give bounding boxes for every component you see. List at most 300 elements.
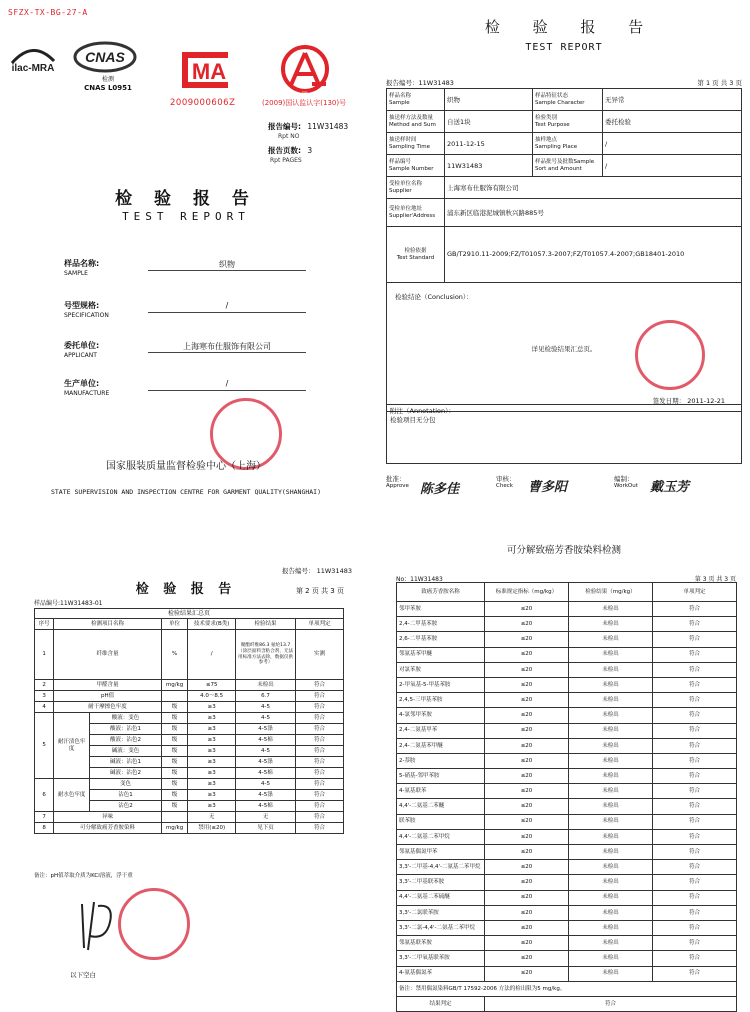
table-row [397, 890, 737, 905]
table-cell: 级 [161, 713, 187, 724]
end-of-page-note: 以下空白 [70, 971, 96, 979]
standard-value: GB/T2910.11-2009;FZ/T01057.3-2007;FZ/T01057.4-2007;GB18401-2010 [445, 227, 742, 283]
table-cell: 符合 [653, 905, 737, 920]
table-cell: ≤20 [485, 602, 569, 617]
table-cell: 级 [161, 790, 187, 801]
report-number: 报告编号： 11W31483 [282, 567, 352, 575]
table-cell: 符合 [653, 647, 737, 662]
pages-en: Rpt PAGES [270, 157, 302, 164]
table-cell: ≤20 [485, 829, 569, 844]
table-cell: 级 [161, 757, 187, 768]
handwritten-mark [70, 896, 130, 956]
table-cell: 符合 [653, 602, 737, 617]
field-underline [148, 312, 306, 313]
table-row [397, 769, 737, 784]
conclusion-text: 详见检验结果汇总页。 [531, 345, 597, 353]
text-segment: 受检单位名称 [389, 180, 423, 187]
table-cell: 未检出 [569, 723, 653, 738]
table-row [397, 799, 737, 814]
text-segment: 样品批号及批数Sample [535, 158, 595, 165]
info-value: 委托检验 [603, 111, 742, 133]
column-header: 致癌芳香胺名称 [397, 583, 485, 602]
table-cell: 未检出 [569, 738, 653, 753]
table-cell: 符合 [653, 951, 737, 966]
table-cell: 6.7 [236, 691, 296, 702]
approve-signature [386, 474, 409, 489]
table-row [397, 920, 737, 935]
text-segment: WorkOut [614, 483, 638, 489]
aromatic-amine-test-page [378, 530, 750, 1007]
table-cell: 3,3'-二氯-4,4'-二氨基二苯甲烷 [397, 920, 485, 935]
table-cell: 符合 [653, 799, 737, 814]
table-cell: ≤20 [485, 875, 569, 890]
table-row [397, 814, 737, 829]
cover-pages [268, 146, 368, 166]
table-cell: pH值 [54, 691, 162, 702]
info-label [387, 155, 445, 177]
ilac-logo-text: ilac-MRA [11, 63, 55, 74]
table-cell: ≥3 [188, 757, 236, 768]
table-cell: 符合 [295, 790, 343, 801]
table-header-row [35, 619, 344, 630]
info-value: 自送1块 [445, 111, 533, 133]
table-cell: 2 [35, 680, 54, 691]
info-value: 2011-12-15 [445, 133, 533, 155]
text-segment: 检验类别 [535, 114, 558, 121]
table-cell: 3,3'-二甲氧基联苯胺 [397, 951, 485, 966]
result-summary-page [0, 552, 372, 1000]
text-segment: Sample Number [389, 165, 434, 172]
table-cell: 符合 [295, 768, 343, 779]
report-number: 报告编号：11W31483 [386, 79, 454, 87]
text-segment: 检验依据 [404, 247, 427, 254]
summary-note: 备注：pH值萃取介质为KCl溶液，浮干重 [34, 873, 133, 879]
table-cell: 3,3'-二甲基-4,4'-二氨基二苯甲烷 [397, 860, 485, 875]
check-handwritten-signature: 曹多阳 [528, 480, 568, 495]
table-cell: 2,4-二甲基苯胺 [397, 617, 485, 632]
table-cell: 2,4-二氨基苯甲醚 [397, 738, 485, 753]
table-row [35, 680, 344, 691]
table-cell: 未检出 [569, 617, 653, 632]
table-cell: ≥3 [188, 735, 236, 746]
annotation-label: 附注（Annotation）： [390, 407, 455, 415]
table-cell: 符合 [653, 632, 737, 647]
table-cell: 变色 [90, 779, 162, 790]
field-manufacture-label: 生产单位: [64, 379, 100, 388]
table-row [397, 875, 737, 890]
info-row [387, 89, 742, 111]
info-label [387, 133, 445, 155]
table-cell: ≤20 [485, 860, 569, 875]
text-segment: 受检单位地址 [389, 205, 423, 212]
table-cell: ≤20 [485, 845, 569, 860]
table-cell: 禁用(≤20) [188, 823, 236, 834]
table-cell: 4-氨基偶氮苯 [397, 966, 485, 981]
table-cell: 4-氯邻甲苯胺 [397, 708, 485, 723]
amine-note: 备注：禁用偶氮染料GB/T 17592-2006 方法的检出限为5 mg/kg。 [397, 981, 737, 996]
text-segment: 批准： [386, 475, 406, 483]
table-cell: ≤20 [485, 814, 569, 829]
table-cell: ≥3 [188, 713, 236, 724]
report-cover-page [0, 0, 372, 520]
table-cell: 符合 [653, 677, 737, 692]
table-cell: 符合 [295, 779, 343, 790]
table-cell: 碱液：变色 [90, 746, 162, 757]
field-applicant-label: 委托单位: [64, 341, 100, 350]
text-segment: 抽送样方法及数量 [389, 114, 434, 121]
cover-title: 检 验 报 告 [115, 189, 257, 209]
field-sample [60, 258, 320, 286]
table-cell: 2-萘胺 [397, 753, 485, 768]
table-cell: 未检出 [569, 829, 653, 844]
table-cell: 未检出 [569, 647, 653, 662]
cnas-label: 检测 [101, 76, 114, 83]
table-cell: ≤20 [485, 951, 569, 966]
text-segment: 样品特征状态 [535, 92, 569, 99]
table-cell: 无 [236, 812, 296, 823]
field-specification [60, 300, 320, 328]
table-cell: 4-5涤 [236, 757, 296, 768]
table-row [35, 630, 344, 680]
table-cell: 酸液：变色 [90, 713, 162, 724]
column-header: 单项判定 [295, 619, 343, 630]
table-cell: 4,4'-二氨基二苯硫醚 [397, 890, 485, 905]
table-cell: 4-5 [236, 702, 296, 713]
table-cell: 4-5涤 [236, 790, 296, 801]
sample-number: 样品编号:11W31483-01 [34, 600, 103, 607]
summary-title: 检 验 报 告 [135, 582, 237, 597]
field-manufacture [60, 378, 320, 406]
table-cell: 未检出 [569, 814, 653, 829]
column-header: 标准规定指标（mg/kg） [485, 583, 569, 602]
report-no-en: Rpt NO [278, 133, 300, 140]
table-cell: 符合 [295, 823, 343, 834]
table-cell: ≤20 [485, 905, 569, 920]
table-cell: 4-5 [236, 713, 296, 724]
result: 聚酯纤维86.3 氨纶13.7（涂层面料含粘合剂，无法用标准方法去除，数据仅供参考） [236, 630, 296, 680]
field-spec-label: 号型规格: [64, 301, 100, 310]
table-cell: 4-5棉 [236, 801, 296, 812]
text-segment: 抽样地点 [535, 136, 558, 143]
table-cell: ≤20 [485, 708, 569, 723]
table-cell: 未检出 [569, 875, 653, 890]
table-row [35, 691, 344, 702]
text-segment: Approve [386, 483, 409, 489]
standard-row [387, 227, 742, 283]
table-cell: ≥3 [188, 790, 236, 801]
table-cell: 8 [35, 823, 54, 834]
field-underline [148, 390, 306, 391]
conclusion-label: 检验结论（Conclusion）： [395, 293, 473, 301]
table-cell: 邻氨基苯甲醚 [397, 647, 485, 662]
table-cell: 符合 [295, 691, 343, 702]
table-cell: 未检出 [569, 708, 653, 723]
table-cell: ≤20 [485, 677, 569, 692]
table-row [35, 779, 344, 790]
field-manufacture-value: / [225, 379, 229, 388]
info-label [533, 155, 603, 177]
table-row [397, 951, 737, 966]
table-cell: 符合 [295, 801, 343, 812]
table-cell: ≤20 [485, 799, 569, 814]
table-cell: 6 [35, 779, 54, 812]
table-cell: 未检出 [569, 662, 653, 677]
supplier-value: 上海寒布仕服饰有限公司 [445, 177, 742, 199]
table-cell: 3 [35, 691, 54, 702]
table-cell: 符合 [295, 746, 343, 757]
text-segment: Sampling Time [389, 143, 430, 150]
table-cell: 4-5棉 [236, 735, 296, 746]
table-caption: 检验结果汇总页 [35, 609, 344, 619]
field-spec-value: / [225, 301, 229, 310]
table-cell: 未检出 [569, 860, 653, 875]
table-cell: 沾色2 [90, 801, 162, 812]
table-row [35, 702, 344, 713]
text-segment: 编制： [614, 475, 634, 483]
table-cell: 碱液：沾色1 [90, 757, 162, 768]
report-no-label: 报告编号: [268, 122, 301, 131]
pages-value: 3 [307, 146, 313, 155]
info-label [533, 89, 603, 111]
table-cell: 级 [161, 746, 187, 757]
table-row [397, 966, 737, 981]
text-segment: Test Purpose [535, 121, 570, 128]
table-cell: 符合 [295, 702, 343, 713]
field-sample-label-en: SAMPLE [64, 270, 88, 277]
field-applicant-label-en: APPLICANT [64, 352, 97, 359]
report-info-page [378, 0, 750, 520]
table-cell: ≤20 [485, 890, 569, 905]
overall-row [397, 996, 737, 1011]
table-cell: ≤20 [485, 784, 569, 799]
table-cell: ≤20 [485, 920, 569, 935]
table-cell: 2,6-二甲基苯胺 [397, 632, 485, 647]
table-cell: 未检出 [569, 905, 653, 920]
approve-handwritten-signature: 陈多佳 [420, 482, 460, 497]
table-row [397, 936, 737, 951]
supplier-row [387, 177, 742, 199]
report-header-line [386, 78, 742, 87]
issuing-organization-en: STATE SUPERVISION AND INSPECTION CENTRE FOR GARMENT QUALITY(SHANGHAI) [50, 488, 322, 496]
text-segment: Sampling Place [535, 143, 578, 150]
judgement: 实测 [295, 630, 343, 680]
text-segment: Sample [389, 99, 410, 106]
table-cell: 未检出 [569, 753, 653, 768]
table-cell: 7 [35, 812, 54, 823]
text-segment: Check [496, 483, 513, 489]
table-cell: 符合 [653, 708, 737, 723]
table-cell: 见下页 [236, 823, 296, 834]
table-cell: 3,3'-二甲基联苯胺 [397, 875, 485, 890]
table-cell: 符合 [653, 814, 737, 829]
column-header: 单位 [161, 619, 187, 630]
table-cell: 邻氨基联苯胺 [397, 936, 485, 951]
table-cell: 符合 [653, 920, 737, 935]
table-cell: 符合 [653, 936, 737, 951]
info-label [387, 111, 445, 133]
cnas-number: CNAS L0951 [84, 84, 132, 92]
table-cell: 符合 [653, 966, 737, 981]
table-cell [161, 812, 187, 823]
table-cell: 耐干摩擦色牢度 [54, 702, 162, 713]
table-cell: ≤20 [485, 936, 569, 951]
table-cell: 未检出 [569, 966, 653, 981]
table-cell: ≤20 [485, 769, 569, 784]
column-header: 单项判定 [653, 583, 737, 602]
table-cell: 符合 [295, 757, 343, 768]
table-cell: 对氯苯胺 [397, 662, 485, 677]
table-caption-row [35, 609, 344, 619]
amine-title: 可分解致癌芳香胺染料检测 [506, 545, 621, 556]
table-cell: 邻氨基偶氮甲苯 [397, 845, 485, 860]
table-cell: 未检出 [569, 936, 653, 951]
text-segment: Test Standard [396, 254, 435, 261]
field-spec-label-en: SPECIFICATION [64, 312, 109, 319]
text-segment: 样品编号 [389, 158, 412, 165]
table-cell: ≥3 [188, 801, 236, 812]
table-cell: mg/kg [161, 680, 187, 691]
info-value: / [603, 155, 742, 177]
table-cell: 符合 [653, 662, 737, 677]
table-cell: 级 [161, 779, 187, 790]
table-cell: ≤20 [485, 693, 569, 708]
table-cell: 符合 [295, 724, 343, 735]
item-name: 纤维含量 [54, 630, 162, 680]
page-indicator: 第 1 页 共 3 页 [697, 79, 742, 87]
row-number: 1 [35, 630, 54, 680]
table-cell: 符合 [653, 845, 737, 860]
text-segment: 抽送样时间 [389, 136, 417, 143]
form-code: SFZX-TX-BG-27-A [8, 8, 88, 17]
table-cell: 4-氨基联苯 [397, 784, 485, 799]
column-header: 检验结果（mg/kg） [569, 583, 653, 602]
report-title: 检 验 报 告 [484, 18, 658, 36]
report-no-value: 11W31483 [307, 122, 349, 131]
table-cell: ≥3 [188, 702, 236, 713]
table-cell: ≥3 [188, 779, 236, 790]
table-cell: 符合 [653, 829, 737, 844]
table-cell: 未检出 [569, 632, 653, 647]
table-cell: 联苯胺 [397, 814, 485, 829]
text-segment: Supplier [389, 187, 412, 194]
table-cell [161, 691, 187, 702]
table-row [397, 632, 737, 647]
table-cell: 符合 [653, 769, 737, 784]
annotation-text: 检验项目无分包 [390, 416, 436, 424]
info-label [387, 177, 445, 199]
field-underline [148, 352, 306, 353]
cnas-logo-text: CNAS [85, 49, 125, 65]
column-header: 序号 [35, 619, 54, 630]
table-cell: 未检出 [569, 677, 653, 692]
table-row [397, 647, 737, 662]
table-cell: 未检出 [569, 799, 653, 814]
table-row [397, 693, 737, 708]
table-cell: 级 [161, 724, 187, 735]
table-cell: 4,4'-二氨基二苯甲烷 [397, 829, 485, 844]
report-subtitle: TEST REPORT [525, 42, 603, 53]
cma-logo [172, 48, 238, 92]
table-cell: 5 [35, 713, 54, 779]
report-number: No：11W31483 [396, 576, 443, 583]
text-segment: Method and Sum [389, 121, 436, 128]
compile-signature [614, 474, 638, 489]
table-cell: 耐汗渍色牢度 [54, 713, 90, 779]
column-header: 检测项目名称 [54, 619, 162, 630]
info-row [387, 133, 742, 155]
table-cell: ≤20 [485, 617, 569, 632]
table-cell: 未检出 [569, 769, 653, 784]
table-cell: 符合 [653, 875, 737, 890]
table-cell: 2,4-二氨基甲苯 [397, 723, 485, 738]
table-cell: ≤20 [485, 632, 569, 647]
official-seal-stamp [635, 320, 705, 390]
cover-report-no [268, 122, 368, 142]
table-cell: 符合 [653, 890, 737, 905]
table-row [397, 784, 737, 799]
table-row [35, 713, 344, 724]
table-cell: ≤20 [485, 966, 569, 981]
info-label [387, 199, 445, 227]
table-cell: 符合 [653, 738, 737, 753]
table-cell: 符合 [653, 860, 737, 875]
table-cell: 酸液：沾色1 [90, 724, 162, 735]
issue-date: 签发日期： 2011-12-21 [652, 397, 725, 405]
table-cell: 符合 [653, 617, 737, 632]
table-cell: 级 [161, 735, 187, 746]
table-cell: 酸液：沾色2 [90, 735, 162, 746]
summary-table [34, 608, 344, 834]
table-row [397, 829, 737, 844]
field-manufacture-label-en: MANUFACTURE [64, 390, 110, 397]
table-cell: ≥3 [188, 724, 236, 735]
table-cell: 符合 [653, 693, 737, 708]
page-indicator: 第 2 页 共 3 页 [295, 587, 344, 595]
table-cell: 未检出 [569, 784, 653, 799]
table-row [397, 845, 737, 860]
table-cell: 符合 [295, 812, 343, 823]
info-value: 无异常 [603, 89, 742, 111]
table-cell: 4 [35, 702, 54, 713]
table-cell: 级 [161, 768, 187, 779]
annotation-box [386, 404, 742, 464]
table-row [397, 860, 737, 875]
conclusion-box [386, 280, 742, 412]
table-cell: 异味 [54, 812, 162, 823]
address-row [387, 199, 742, 227]
table-cell: 级 [161, 801, 187, 812]
table-cell: 未检出 [569, 890, 653, 905]
table-header-row [397, 583, 737, 602]
field-applicant [60, 340, 320, 368]
table-row [397, 677, 737, 692]
table-cell: 耐水色牢度 [54, 779, 90, 812]
table-cell: ≥3 [188, 746, 236, 757]
field-sample-value: 织物 [219, 260, 235, 269]
info-label [533, 111, 603, 133]
info-value: / [603, 133, 742, 155]
table-cell: 5-硝基-邻甲苯胺 [397, 769, 485, 784]
issuing-organization: 国家服装质量监督检验中心（上海） [106, 461, 266, 472]
info-row [387, 155, 742, 177]
table-cell: 符合 [653, 784, 737, 799]
text-segment: 样品名称 [389, 92, 412, 99]
pages-label: 报告页数: [268, 146, 301, 155]
table-cell: 未检出 [569, 920, 653, 935]
cover-subtitle: TEST REPORT [122, 210, 250, 223]
info-row [387, 111, 742, 133]
table-cell: 未检出 [236, 680, 296, 691]
